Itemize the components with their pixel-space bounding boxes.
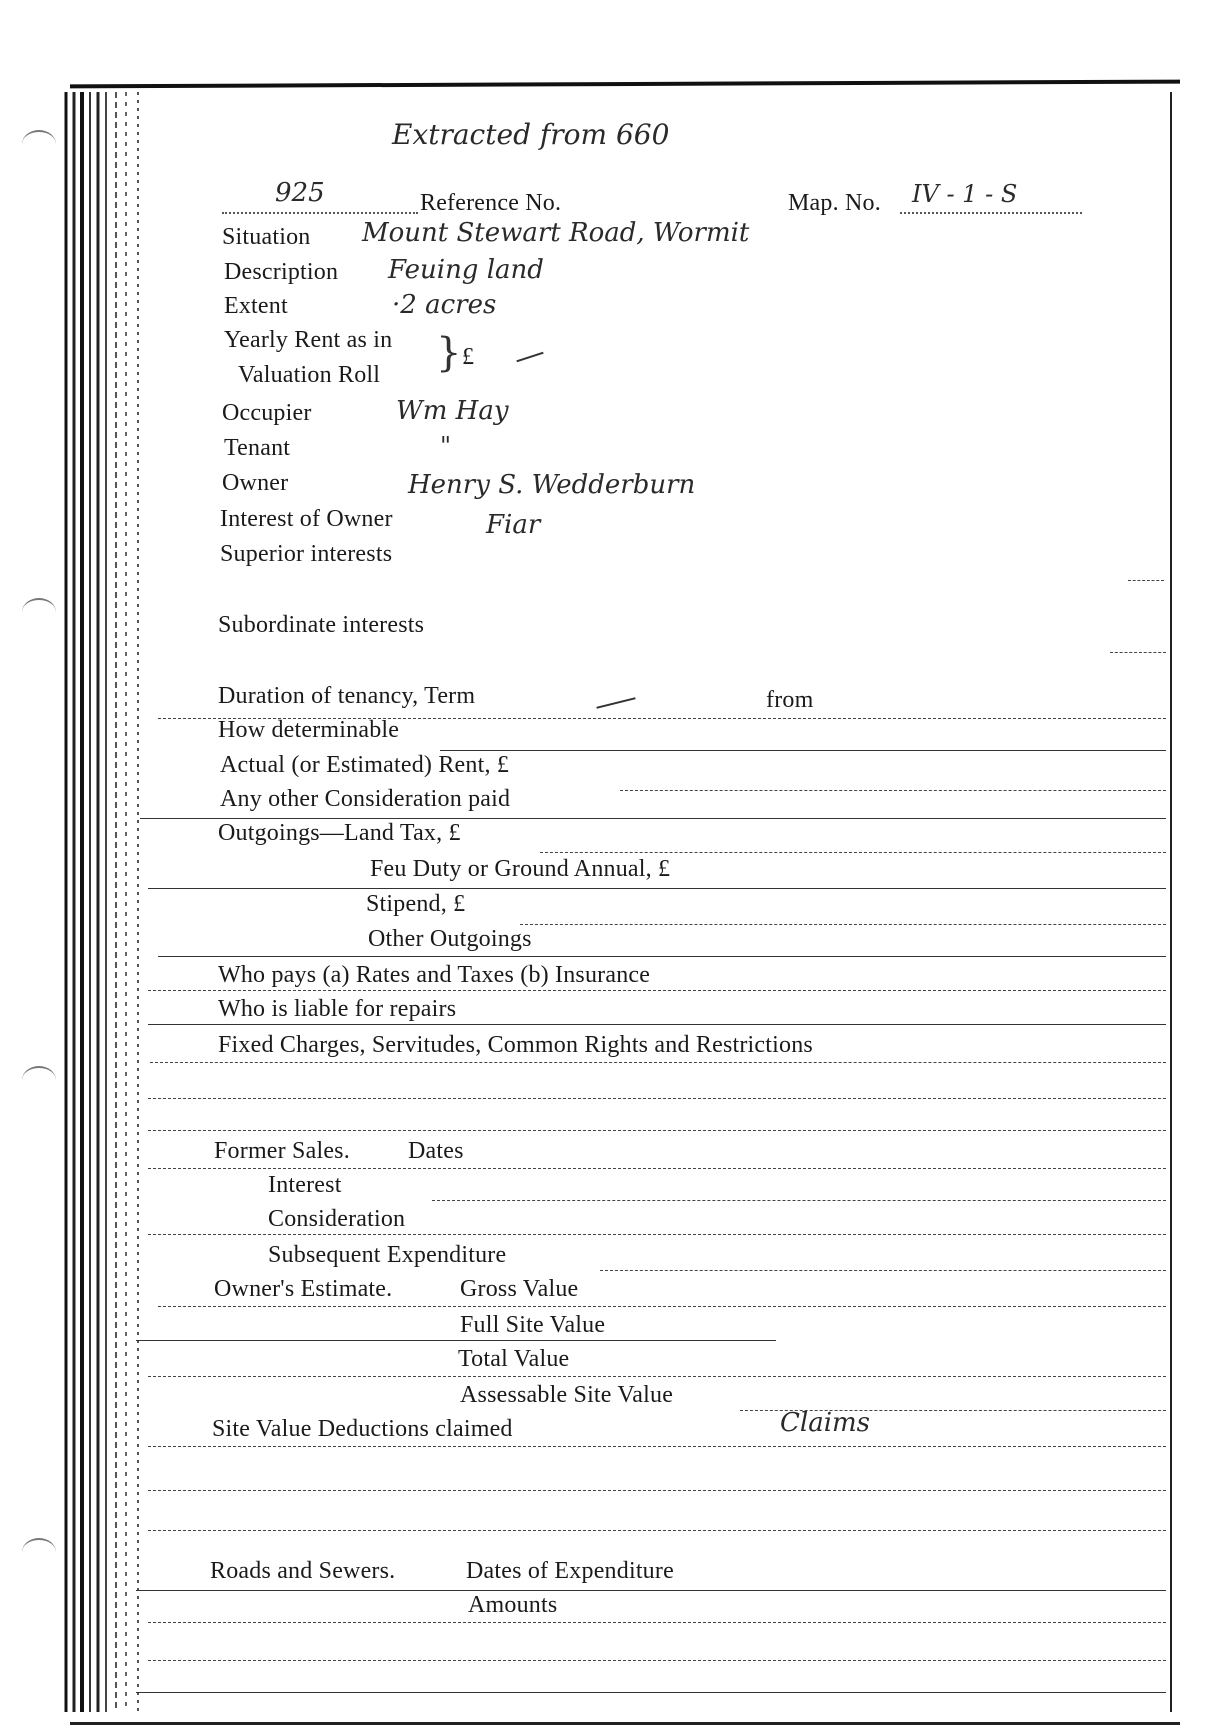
fixed-charges-line-3 bbox=[148, 1130, 1166, 1131]
repairs-label: Who is liable for repairs bbox=[218, 996, 457, 1022]
roads-label: Roads and Sewers. bbox=[210, 1558, 396, 1584]
superior-interests-label: Superior interests bbox=[220, 541, 393, 567]
header-note: Extracted from 660 bbox=[392, 118, 670, 151]
duration-label: Duration of tenancy, Term bbox=[218, 683, 476, 709]
amounts-line-3 bbox=[136, 1692, 1166, 1693]
brace: } bbox=[436, 330, 462, 376]
other-consideration-label: Any other Consideration paid bbox=[220, 786, 511, 812]
amounts-line-2 bbox=[148, 1660, 1166, 1661]
fixed-charges-line bbox=[150, 1062, 1166, 1063]
owner-label: Owner bbox=[222, 470, 289, 496]
total-value-label: Total Value bbox=[458, 1346, 570, 1372]
tenant-value: " bbox=[440, 432, 452, 460]
deductions-note: Claims bbox=[780, 1408, 871, 1438]
punch-hole bbox=[22, 598, 56, 626]
full-site-value-label: Full Site Value bbox=[460, 1312, 606, 1338]
description-value: Feuing land bbox=[388, 255, 544, 285]
tenant-label: Tenant bbox=[224, 435, 291, 461]
valuation-roll-label: Valuation Roll bbox=[238, 362, 381, 388]
nil-mark bbox=[596, 697, 635, 709]
map-label: Map. No. bbox=[788, 190, 881, 216]
deductions-line-2 bbox=[148, 1490, 1166, 1491]
roads-amounts-label: Amounts bbox=[468, 1592, 558, 1618]
other-consideration-line bbox=[140, 818, 1166, 819]
occupier-value: Wm Hay bbox=[396, 396, 509, 426]
reference-label: Reference No. bbox=[420, 190, 562, 216]
interest-line bbox=[432, 1200, 1166, 1201]
punch-hole bbox=[22, 1066, 56, 1094]
fixed-charges-line-2 bbox=[148, 1098, 1166, 1099]
margin-rule bbox=[1110, 652, 1166, 653]
subsequent-expenditure-label: Subsequent Expenditure bbox=[268, 1242, 507, 1268]
other-outgoings-line bbox=[158, 956, 1166, 957]
subordinate-interests-label: Subordinate interests bbox=[218, 612, 425, 638]
nil-mark bbox=[516, 352, 543, 363]
land-tax-line bbox=[540, 852, 1166, 853]
former-sales-consideration-label: Consideration bbox=[268, 1206, 406, 1232]
feu-duty-label: Feu Duty or Ground Annual, £ bbox=[370, 856, 671, 882]
page-top-edge bbox=[70, 80, 1180, 89]
book-binding bbox=[62, 92, 150, 1712]
interest-of-owner-label: Interest of Owner bbox=[220, 506, 393, 532]
actual-rent-label: Actual (or Estimated) Rent, £ bbox=[220, 752, 510, 778]
roads-dates-label: Dates of Expenditure bbox=[466, 1558, 674, 1584]
stipend-line bbox=[520, 924, 1166, 925]
gross-value-label: Gross Value bbox=[460, 1276, 579, 1302]
page-right-edge bbox=[1170, 92, 1172, 1712]
reference-value: 925 bbox=[275, 178, 325, 208]
amounts-line bbox=[148, 1622, 1166, 1623]
who-pays-label: Who pays (a) Rates and Taxes (b) Insurance bbox=[218, 962, 651, 988]
deductions-line bbox=[148, 1446, 1166, 1447]
repairs-line bbox=[148, 1024, 1166, 1025]
yearly-rent-currency: £ bbox=[462, 344, 475, 370]
subsequent-line bbox=[600, 1270, 1166, 1271]
assessable-site-value-label: Assessable Site Value bbox=[460, 1382, 674, 1408]
owner-value: Henry S. Wedderburn bbox=[408, 470, 696, 500]
punch-hole bbox=[22, 1538, 56, 1566]
gross-value-line bbox=[158, 1306, 1166, 1307]
situation-value: Mount Stewart Road, Wormit bbox=[362, 218, 750, 248]
full-site-value-line bbox=[136, 1340, 776, 1341]
duration-from-label: from bbox=[766, 687, 814, 713]
punch-hole bbox=[22, 130, 56, 158]
extent-label: Extent bbox=[224, 293, 288, 319]
description-label: Description bbox=[224, 259, 339, 285]
map-value: IV - 1 - S bbox=[912, 180, 1018, 208]
interest-of-owner-value: Fiar bbox=[486, 510, 541, 540]
yearly-rent-label: Yearly Rent as in bbox=[224, 327, 393, 353]
feu-duty-line bbox=[148, 888, 1166, 889]
owners-estimate-label: Owner's Estimate. bbox=[214, 1276, 393, 1302]
land-tax-label: Outgoings—Land Tax, £ bbox=[218, 820, 461, 846]
page-bottom-edge bbox=[70, 1722, 1180, 1725]
fixed-charges-label: Fixed Charges, Servitudes, Common Rights and Restrictions bbox=[218, 1032, 813, 1058]
how-determinable-label: How determinable bbox=[218, 717, 400, 743]
situation-label: Situation bbox=[222, 224, 311, 250]
deductions-line-3 bbox=[148, 1530, 1166, 1531]
consideration-line bbox=[148, 1234, 1166, 1235]
actual-rent-line bbox=[620, 790, 1166, 791]
reference-line bbox=[222, 212, 418, 214]
extent-value: ·2 acres bbox=[392, 290, 497, 320]
map-line bbox=[900, 212, 1082, 214]
deductions-label: Site Value Deductions claimed bbox=[212, 1416, 513, 1442]
former-sales-line bbox=[148, 1168, 1166, 1169]
total-value-line bbox=[148, 1376, 1166, 1377]
how-determinable-line bbox=[440, 750, 1166, 751]
former-sales-label: Former Sales. bbox=[214, 1138, 350, 1164]
occupier-label: Occupier bbox=[222, 400, 312, 426]
former-sales-interest-label: Interest bbox=[268, 1172, 342, 1198]
stipend-label: Stipend, £ bbox=[366, 891, 466, 917]
margin-rule bbox=[1128, 580, 1164, 581]
roads-dates-line bbox=[136, 1590, 1166, 1591]
other-outgoings-label: Other Outgoings bbox=[368, 926, 532, 952]
former-sales-dates-label: Dates bbox=[408, 1138, 464, 1164]
who-pays-line bbox=[148, 990, 1166, 991]
